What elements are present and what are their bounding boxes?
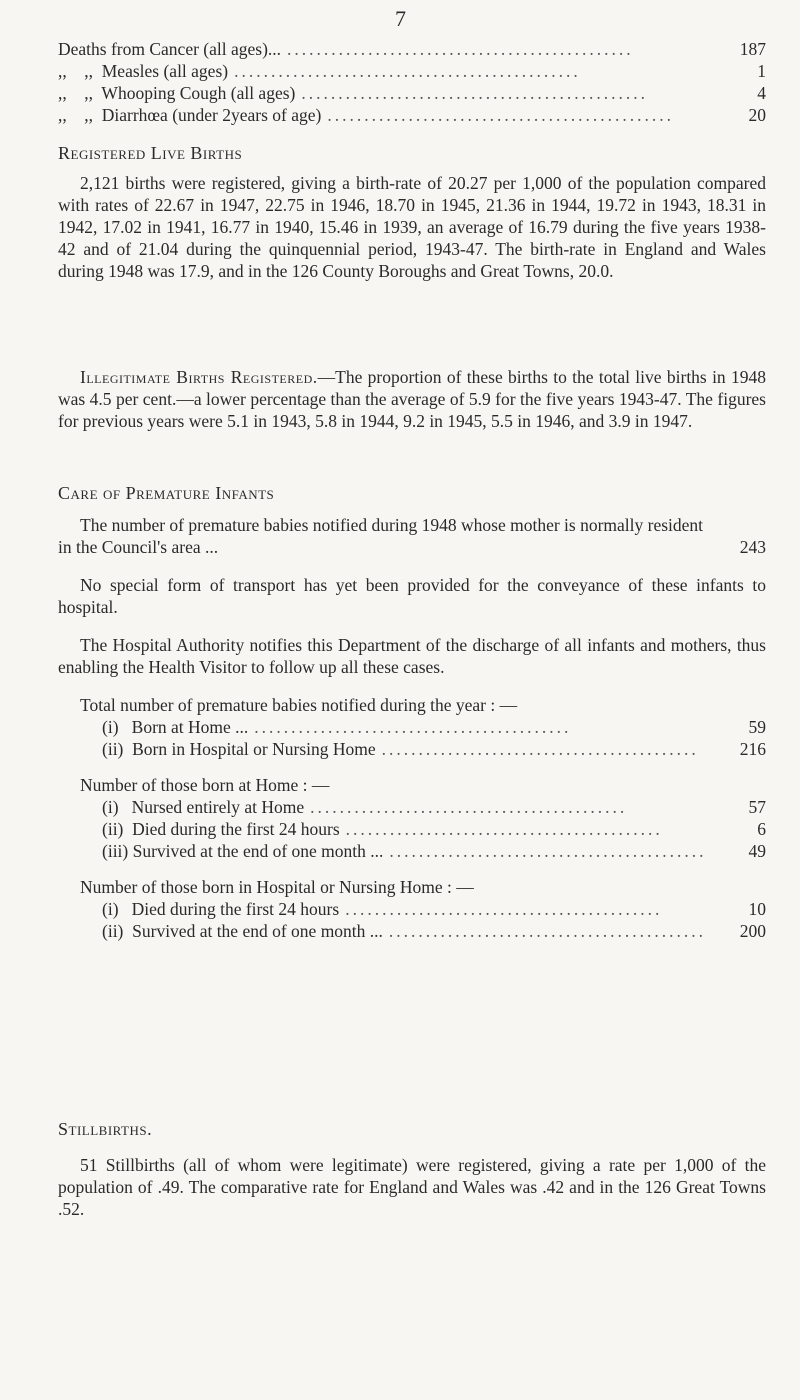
deaths-label: ,, ,, Diarrhœa (under 2years of age)	[58, 105, 322, 125]
hospital-list	[58, 898, 766, 942]
premature-notified-label: The number of premature babies notified during 1948 whose mother is normally resident in the Council's area ...	[58, 515, 704, 557]
illegitimate-paragraph	[58, 366, 766, 432]
list-item-value: 6	[757, 819, 766, 839]
list-item-label: (ii) Died during the first 24 hours	[102, 819, 340, 839]
illegitimate-heading: Illegitimate Births Registered.	[80, 367, 318, 387]
deaths-table	[58, 38, 766, 126]
list-item: (i) Nursed entirely at Home ........................................... 57	[102, 797, 766, 817]
list-item-value: 200	[739, 921, 766, 941]
deaths-value: 20	[748, 105, 766, 125]
list-item-label: (iii) Survived at the end of one month ...	[102, 841, 384, 861]
list-item-label: (i) Nursed entirely at Home	[102, 797, 305, 817]
hospital-authority-text: The Hospital Authority notifies this Department of the discharge of all infants and mothers, thus enabling the Health Visitor to follow up all these cases.	[58, 635, 766, 677]
stillbirths-section	[58, 1118, 766, 1220]
stillbirths-heading: Stillbirths.	[58, 1119, 153, 1139]
list-item-value: 49	[748, 841, 766, 861]
deaths-value: 187	[739, 39, 766, 59]
deaths-row-diarrhoea: ,, ,, Diarrhœa (under 2years of age) ............................................... 20	[58, 105, 766, 125]
list-item: (i) Died during the first 24 hours ........................................... 10	[102, 899, 766, 919]
list-item: (ii) Survived at the end of one month ... ........................................... 200	[102, 921, 766, 941]
deaths-label: Deaths from Cancer (all ages)...	[58, 39, 282, 59]
list-item: (ii) Died during the first 24 hours ........................................... 6	[102, 819, 766, 839]
total-list	[58, 716, 766, 760]
list-item-label: (ii) Born in Hospital or Nursing Home	[102, 739, 376, 759]
list-item-value: 10	[748, 899, 766, 919]
deaths-row-cancer: Deaths from Cancer (all ages)... ............................................... 187	[58, 39, 766, 59]
deaths-row-whooping-cough: ,, ,, Whooping Cough (all ages) ............................................... 4	[58, 83, 766, 103]
list-item-label: (i) Born at Home ...	[102, 717, 249, 737]
list-item-value: 216	[739, 739, 766, 759]
list-item-label: (ii) Survived at the end of one month ...	[102, 921, 383, 941]
deaths-value: 1	[757, 61, 766, 81]
live-births-text: 2,121 births were registered, giving a birth-rate of 20.27 per 1,000 of the population compared with rates of 22.67 in 1947, 22.75 in 1946, 18.70 in 1945, 21.36 in 1944, 19.72 in 1943, 18.31 in 1942, 17.02 in 1941, 16.77 in 1940, 15.46 in 1939, an average of 16.79 during the five years 1938-42 and of 21.04 during the quinquennial period, 1943-47. The birth-rate in England and Wales during 1948 was 17.9, and in the 126 County Boroughs and Great Towns, 20.0.	[58, 173, 766, 281]
deaths-row-measles: ,, ,, Measles (all ages) ............................................... 1	[58, 61, 766, 81]
deaths-label: ,, ,, Whooping Cough (all ages)	[58, 83, 296, 103]
home-label: Number of those born at Home : —	[80, 775, 330, 795]
list-item-label: (i) Died during the first 24 hours	[102, 899, 340, 919]
live-births-heading: Registered Live Births	[58, 143, 243, 163]
hospital-label: Number of those born in Hospital or Nursing Home : —	[80, 877, 474, 897]
list-item-value: 59	[748, 717, 766, 737]
home-list	[58, 796, 766, 862]
illegitimate-section	[58, 366, 766, 432]
page-number: 7	[395, 6, 406, 31]
deaths-value: 4	[757, 83, 766, 103]
illegitimate-text: —The proportion of these births to the total live births in 1948 was 4.5 per cent.—a lower percentage than the average of 5.9 for the five years 1943-47. The figures for previous years were 5.1 in 1943, 5.8 in 1944, 9.2 in 1945, 5.5 in 1946, and 3.9 in 1947.	[58, 367, 767, 431]
transport-text: No special form of transport has yet been provided for the conveyance of these infants to hospital.	[58, 575, 766, 617]
deaths-label: ,, ,, Measles (all ages)	[58, 61, 229, 81]
total-label: Total number of premature babies notified during the year : —	[80, 695, 518, 715]
list-item: (ii) Born in Hospital or Nursing Home ........................................... 216	[102, 739, 766, 759]
stillbirths-text: 51 Stillbirths (all of whom were legitimate) were registered, giving a rate per 1,000 of the population of .49. The comparative rate for England and Wales was .42 and in the 126 Great Towns .52.	[58, 1155, 766, 1219]
live-births-section	[58, 142, 766, 282]
list-item: (i) Born at Home ... ........................................... 59	[102, 717, 766, 737]
premature-heading: Care of Premature Infants	[58, 483, 275, 503]
list-item-value: 57	[748, 797, 766, 817]
premature-notified-value: 243	[739, 537, 766, 557]
premature-notified	[58, 514, 766, 558]
list-item: (iii) Survived at the end of one month ... ........................................... 49	[102, 841, 766, 861]
premature-section	[58, 482, 766, 942]
